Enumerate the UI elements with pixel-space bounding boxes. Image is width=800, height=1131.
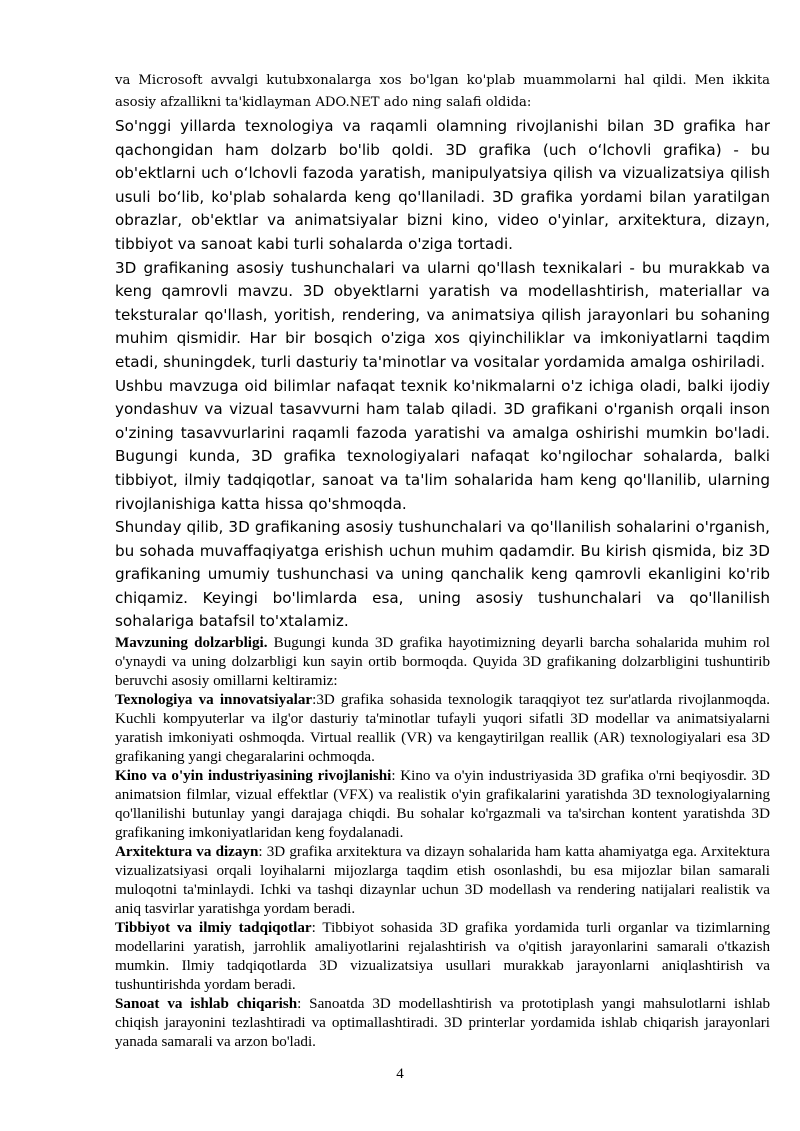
section-paragraph [115, 634, 770, 691]
section-text: :3D grafika sohasida texnologik taraqqiyot tez sur'atlarda rivojlanmoqda. Kuchli kompyuterlar va ilg'or dasturiy ta'minotlar tufayli yuqori sifatli 3D modellar va animatsiyalarni yaratish imkoniyati oshmoqda. Virtual reallik (VR) va kengaytirilgan reallik (AR) texnologiyalari esa 3D grafikaning yangi chegaralarini ochmoqda. [115, 692, 770, 766]
intro-paragraph: va Microsoft avvalgi kutubxonalarga xos bo'lgan ko'plab muammolarni hal qildi. Men ikkita asosiy afzallikni ta'kidlayman ADO.NET ado ning salafi oldida: [115, 73, 770, 110]
section-heading: Kino va o'yin industriyasining rivojlanishi [115, 768, 392, 785]
section-text: : Kino va o'yin industriyasida 3D grafika o'rni beqiyosdir. 3D animatsion filmlar, vizual effektlar (VFX) va realistik o'yin grafikalarini yaratishda 3D texnologiyalarning qo'llanilishi butunlay yangi darajaga chiqdi. Bu sohalar ko'rgazmali va ta'sirchan kontent yaratishda 3D grafikaning imkoniyatlaridan keng foydalanadi. [115, 768, 770, 842]
section-text: Bugungi kunda 3D grafika hayotimizning deyarli barcha sohalarida muhim rol o'ynaydi va uning dolzarbligi kun sayin ortib bormoqda. Quyida 3D grafikaning dolzarbligini tushuntirib beruvchi asosiy omillarni keltiramiz: [115, 635, 770, 690]
section-heading: Mavzuning dolzarbligi. [115, 635, 268, 652]
section-text: : Tibbiyot sohasida 3D grafika yordamida turli organlar va tizimlarning modellarini yaratish, jarrohlik amaliyotlarini rejalashtirish va o'qitish jarayonlarini samarali o'tkazish mumkin. Ilmiy tadqiqotlarda 3D vizualizatsiya usullari murakkab jarayonlarni aniqlashtirish va tushuntirishda yordam beradi. [115, 920, 770, 994]
section-text: : 3D grafika arxitektura va dizayn sohalarida ham katta ahamiyatga ega. Arxitektura vizualizatsiyasi orqali loyihalarni mijozlarga taqdim etish osonlashdi, bu esa mijozlar bilan samarali muloqotni ta'minlaydi. Ichki va tashqi dizaynlar uchun 3D modellash va rendering natijalari realistik va aniq tasvirlar yaratishga yordam beradi. [115, 844, 771, 918]
section-heading: Tibbiyot va ilmiy tadqiqotlar [115, 920, 312, 937]
section-text: : Sanoatda 3D modellashtirish va prototiplash yangi mahsulotlarni ishlab chiqish jarayonini tezlashtiradi va optimallashtiradi. 3D printerlar yordamida ishlab chiqarish jarayonlari yanada samarali va arzon bo'ladi. [115, 996, 770, 1051]
page-number: 4 [396, 1066, 404, 1082]
section-paragraph [115, 691, 770, 767]
section-heading: Texnologiya va innovatsiyalar [115, 692, 313, 709]
section-paragraph [115, 767, 770, 843]
body-paragraph: Shunday qilib, 3D grafikaning asosiy tushunchalari va qo'llanilish sohalarini o'rganish, bu sohada muvaffaqiyatga erishish uchun muhim qadamdir. Bu kirish qismida, biz 3D grafikaning umumiy tushunchasi va uning qanchalik keng qamrovli ekanligini ko'rib chiqamiz. Keyingi bo'limlarda esa, uning asosiy tushunchalari va qo'llanilish sohalariga batafsil to'xtalamiz. [115, 518, 770, 631]
body-paragraph: 3D grafikaning asosiy tushunchalari va ularni qo'llash texnikalari - bu murakkab va keng qamrovli mavzu. 3D obyektlarni yaratish va modellashtirish, materiallar va teksturalar qo'llash, yoritish, rendering, va animatsiya qilish jarayonlari bu sohaning muhim qismidir. Har bir bosqich o'ziga xos qiyinchiliklar va imkoniyatlarni taqdim etadi, shuningdek, turli dasturiy ta'minotlar va vositalar yordamida amalga oshiriladi. [115, 258, 770, 371]
body-paragraph: So'nggi yillarda texnologiya va raqamli olamning rivojlanishi bilan 3D grafika har qachongidan ham dolzarb bo'lib qoldi. 3D grafika (uch o‘lchovli grafika) - bu ob'ektlarni uch o‘lchovli fazoda yaratish, manipulyatsiya qilish va vizualizatsiya qilish usuli bo‘lib, ko'plab sohalarda keng qo'llaniladi. 3D grafika yordami bilan yaratilgan obrazlar, ob'ektlar va animatsiyalar bizni kino, video o'yinlar, arxitektura, dizayn, tibbiyot va sanoat kabi turli sohalarda o'ziga tortadi. [115, 117, 770, 253]
section-paragraph [115, 995, 770, 1052]
section-heading: Sanoat va ishlab chiqarish [115, 996, 298, 1013]
section-paragraph [115, 843, 770, 919]
document-page [115, 70, 770, 1052]
section-heading: Arxitektura va dizayn [115, 844, 259, 861]
body-paragraph: Ushbu mavzuga oid bilimlar nafaqat texnik ko'nikmalarni o'z ichiga oladi, balki ijodiy yondashuv va vizual tasavvurni ham talab qiladi. 3D grafikani o'rganish orqali inson o'zining tasavvurlarini raqamli fazoda yaratishi va amalga oshirishi mumkin bo'ladi. Bugungi kunda, 3D grafika texnologiyalari nafaqat ko'ngilochar sohalarda, balki tibbiyot, ilmiy tadqiqotlar, sanoat va ta'lim sohalarida ham keng qo'llanilib, ularning rivojlanishiga katta hissa qo'shmoqda. [115, 376, 770, 513]
section-paragraph [115, 919, 770, 995]
